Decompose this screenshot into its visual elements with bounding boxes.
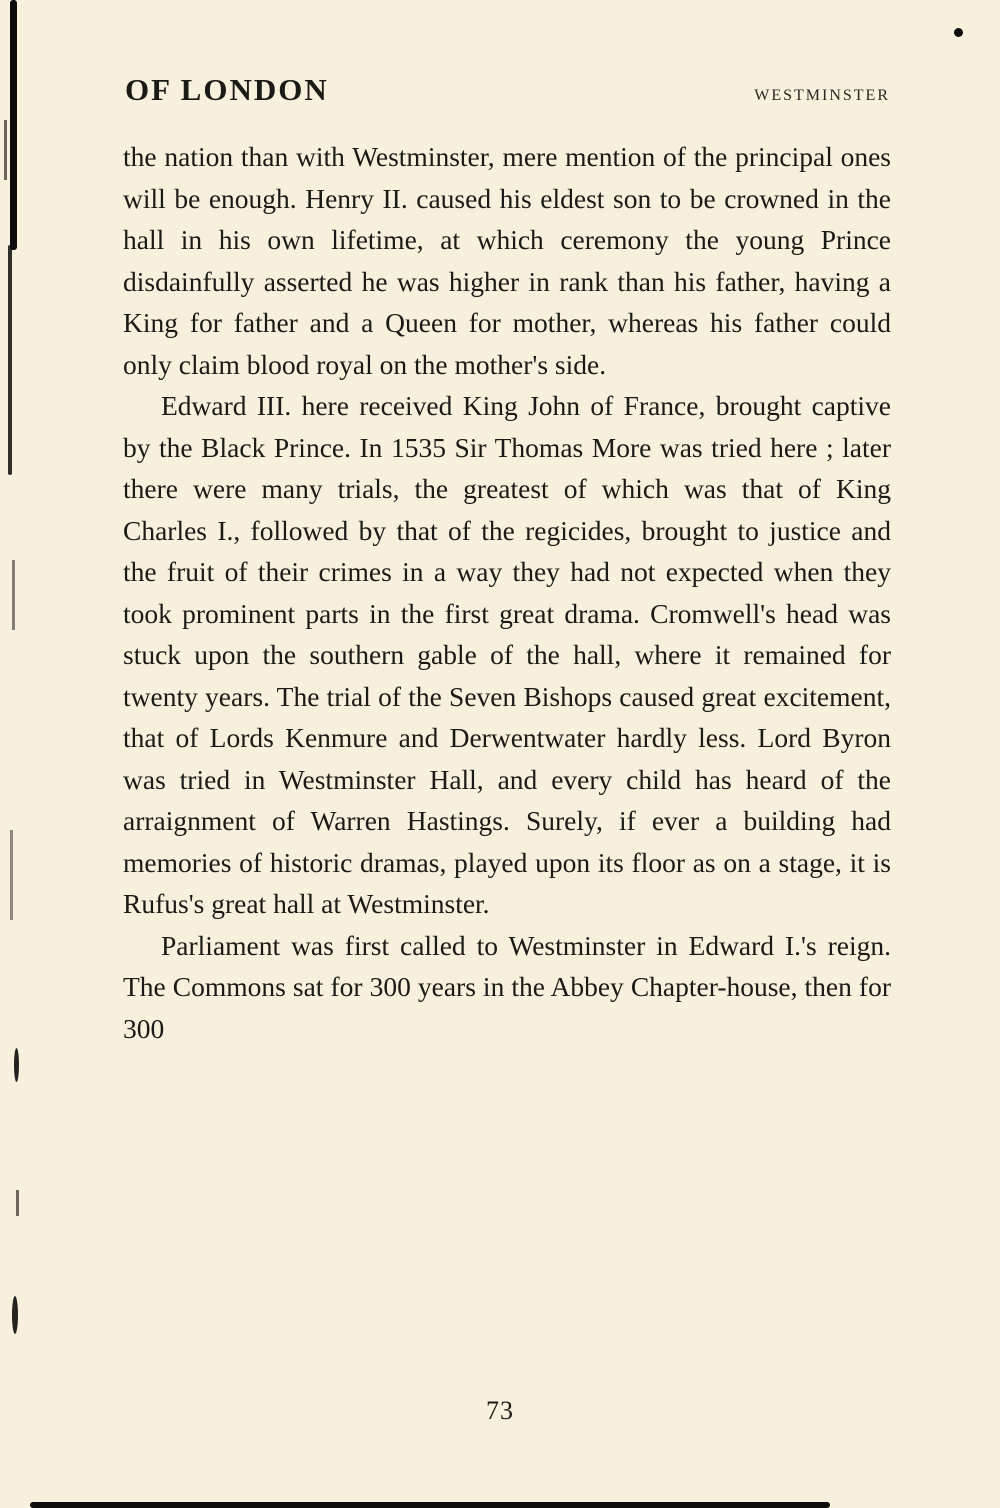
page-number: 73 [486, 1396, 514, 1425]
scan-artifact-left-edge-line [10, 0, 17, 250]
paragraph-2: Edward III. here received King John of France, brought captive by the Black Prince. In 1535 Sir Thomas More was tried here ; later there were many trials, the greatest of which was that of King Charles I., followed by that of the regicides, brought to justice and the fruit of their crimes in a way they had not expected when they took prominent parts in the first great drama. Cromwell's head was stuck upon the southern gable of the hall, where it remained for twenty years. The trial of the Seven Bishops caused great excitement, that of Lords Kenmure and Derwentwater hardly less. Lord Byron was tried in Westminster Hall, and every child has heard of the arraignment of Warren Hastings. Surely, if ever a building had memories of historic dramas, played upon its floor as on a stage, it is Rufus's great hall at Westminster. [123, 390, 891, 919]
scan-artifact-left-edge-line-2 [8, 245, 12, 475]
header-section: WESTMINSTER [754, 87, 890, 104]
paragraph-3: Parliament was first called to Westminster in Edward I.'s reign. The Commons sat for 300 years in the Abbey Chapter-house, then for 300 [123, 929, 891, 1044]
scan-artifact-left-mark [14, 1048, 19, 1082]
scan-artifact-left-tick-3 [10, 830, 13, 920]
page-body [123, 136, 891, 1049]
paragraph-1: the nation than with Westminster, mere mention of the principal ones will be enough. Henry II. caused his eldest son to be crowned in the hall in his own lifetime, at which ceremony the young Prince disdainfully asserted he was higher in rank than his father, having a King for father and a Queen for mother, whereas his father could only claim blood royal on the mother's side. [123, 141, 891, 380]
scan-artifact-left-dash [16, 1190, 19, 1216]
scan-artifact-top-right-dot [954, 28, 963, 37]
scan-artifact-left-tick-2 [12, 560, 15, 630]
header-title: OF LONDON [125, 72, 329, 107]
running-header [125, 72, 890, 108]
scan-artifact-left-tick [4, 120, 7, 180]
scan-artifact-bottom-line [30, 1502, 830, 1508]
scan-artifact-left-mark-2 [12, 1296, 18, 1334]
